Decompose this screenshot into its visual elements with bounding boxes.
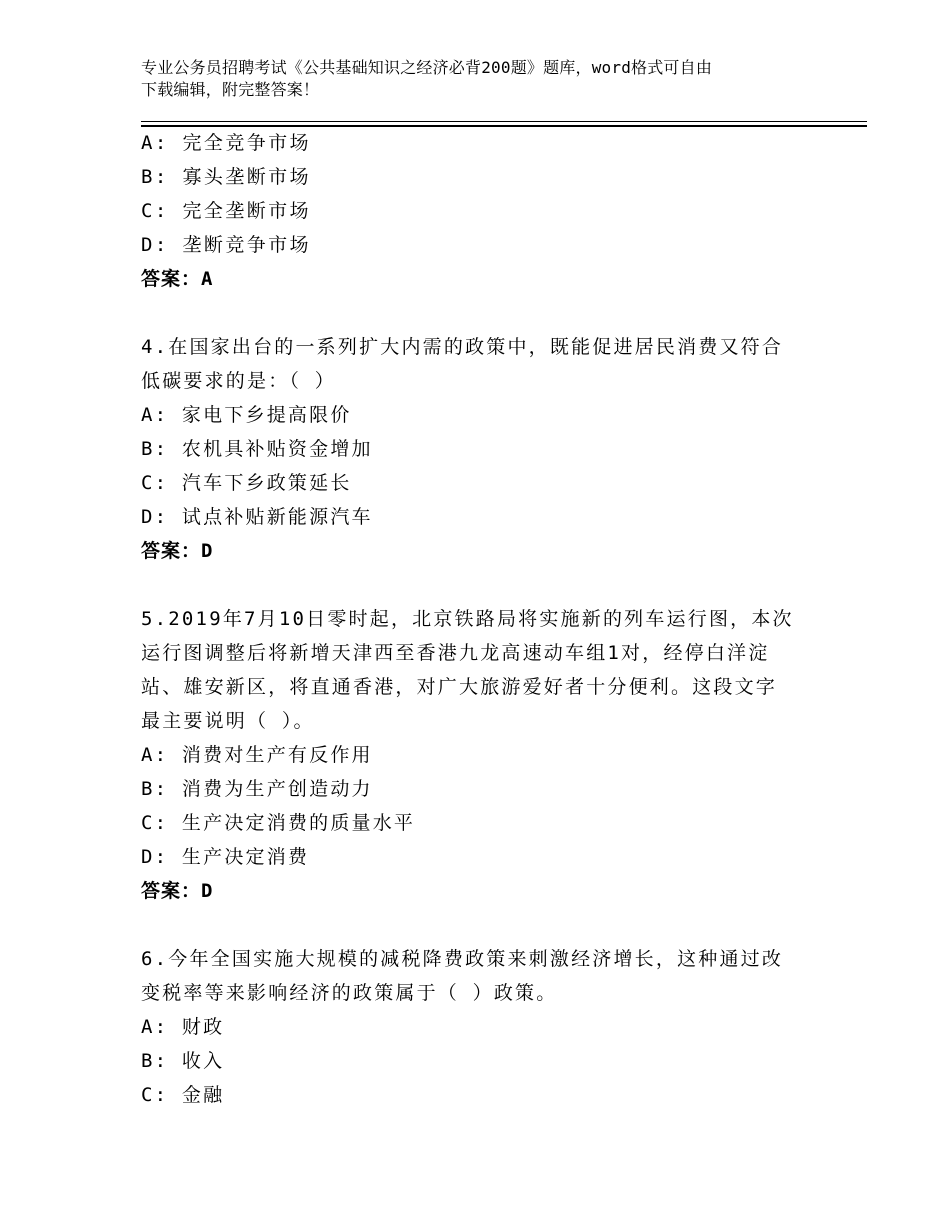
option-c: C: 金融 xyxy=(141,1084,225,1106)
question-3 xyxy=(141,126,821,296)
option-b: B: 寡头垄断市场 xyxy=(141,166,311,188)
option-a: A: 财政 xyxy=(141,1016,225,1038)
question-text-line: 运行图调整后将新增天津西至香港九龙高速动车组1对，经停白洋淀 xyxy=(141,642,770,664)
option-a: A: 完全竞争市场 xyxy=(141,132,311,154)
question-text-line: 低碳要求的是：（ ） xyxy=(141,370,336,392)
header-divider-thin xyxy=(141,121,867,122)
spacer xyxy=(141,296,821,330)
option-b: B: 农机具补贴资金增加 xyxy=(141,438,373,460)
question-text-line: 6.今年全国实施大规模的减税降费政策来刺激经济增长，这种通过改 xyxy=(141,948,784,970)
question-text-line: 站、雄安新区，将直通香港，对广大旅游爱好者十分便利。这段文字 xyxy=(141,676,778,698)
spacer xyxy=(141,908,821,942)
answer: 答案：A xyxy=(141,268,214,290)
question-5 xyxy=(141,602,821,908)
answer: 答案：D xyxy=(141,880,214,902)
option-b: B: 收入 xyxy=(141,1050,225,1072)
answer: 答案：D xyxy=(141,540,214,562)
option-a: A: 家电下乡提高限价 xyxy=(141,404,352,426)
header-line-1: 专业公务员招聘考试《公共基础知识之经济必背200题》题库，word格式可自由 xyxy=(141,58,713,77)
option-d: D: 试点补贴新能源汽车 xyxy=(141,506,373,528)
question-content xyxy=(141,126,821,1112)
document-header xyxy=(141,57,821,101)
question-6 xyxy=(141,942,821,1112)
option-c: C: 完全垄断市场 xyxy=(141,200,311,222)
option-d: D: 生产决定消费 xyxy=(141,846,310,868)
question-text-line: 变税率等来影响经济的政策属于（ ）政策。 xyxy=(141,982,558,1004)
option-c: C: 汽车下乡政策延长 xyxy=(141,472,352,494)
option-b: B: 消费为生产创造动力 xyxy=(141,778,373,800)
question-text-line: 4.在国家出台的一系列扩大内需的政策中，既能促进居民消费又符合 xyxy=(141,336,784,358)
question-text-line: 5.2019年7月10日零时起，北京铁路局将实施新的列车运行图，本次 xyxy=(141,608,794,630)
option-d: D: 垄断竞争市场 xyxy=(141,234,311,256)
option-a: A: 消费对生产有反作用 xyxy=(141,744,373,766)
option-c: C: 生产决定消费的质量水平 xyxy=(141,812,416,834)
question-4 xyxy=(141,330,821,568)
header-line-2: 下载编辑，附完整答案！ xyxy=(141,80,320,99)
spacer xyxy=(141,568,821,602)
question-text-line: 最主要说明（ ）。 xyxy=(141,710,315,732)
